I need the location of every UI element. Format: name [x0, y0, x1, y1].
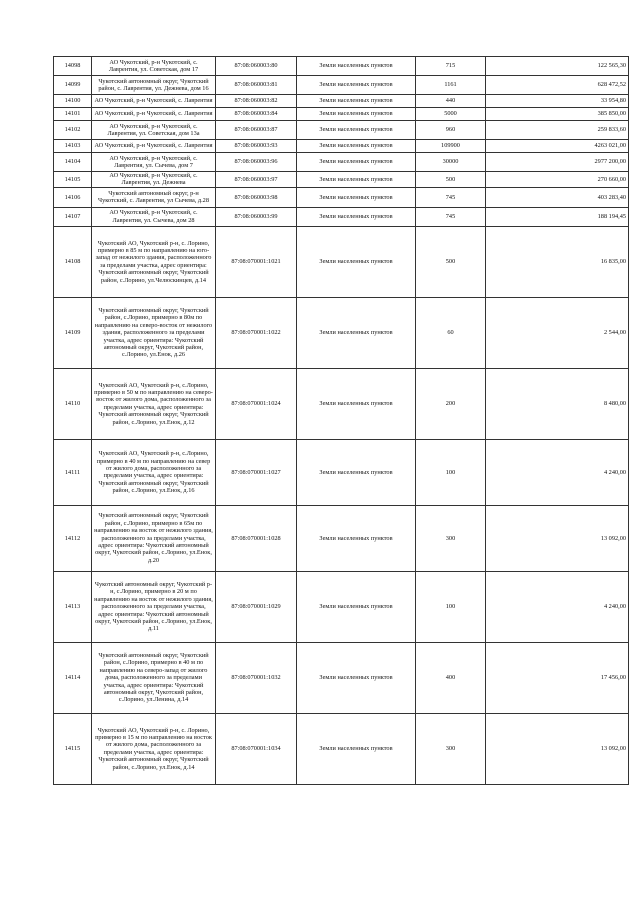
cadastral-number-cell: 87:08:060003:80 — [216, 57, 297, 76]
document-page — [53, 56, 626, 785]
cadastral-value-cell: 259 833,60 — [486, 121, 629, 140]
cadastral-value-cell: 2 544,00 — [486, 297, 629, 368]
area-cell: 745 — [416, 187, 486, 207]
cadastral-value-cell: 17 456,00 — [486, 642, 629, 713]
row-number-cell: 14113 — [54, 571, 92, 642]
cadastral-value-cell: 270 660,00 — [486, 172, 629, 188]
cadastral-value-cell: 4 240,00 — [486, 571, 629, 642]
area-cell: 745 — [416, 207, 486, 226]
table-row — [54, 95, 629, 108]
area-cell: 500 — [416, 226, 486, 297]
cadastral-value-cell: 33 954,80 — [486, 95, 629, 108]
cadastral-number-cell: 87:08:070001:1029 — [216, 571, 297, 642]
cadastral-number-cell: 87:08:060003:82 — [216, 95, 297, 108]
table-row — [54, 140, 629, 153]
table-row — [54, 713, 629, 784]
address-cell: АО Чукотский, р-н Чукотский, с. Лаврентия, ул. Советская, дом 17 — [92, 57, 216, 76]
address-cell: АО Чукотский, р-н Чукотский, с. Лаврентия — [92, 95, 216, 108]
cadastral-number-cell: 87:08:060003:81 — [216, 76, 297, 95]
row-number-cell: 14108 — [54, 226, 92, 297]
cadastral-number-cell: 87:08:070001:1032 — [216, 642, 297, 713]
land-category-cell: Земли населенных пунктов — [297, 571, 416, 642]
cadastral-number-cell: 87:08:070001:1024 — [216, 368, 297, 439]
cadastral-number-cell: 87:08:070001:1022 — [216, 297, 297, 368]
address-cell: АО Чукотский, р-н Чукотский, с. Лаврентия, ул. Советская, дом 13а — [92, 121, 216, 140]
row-number-cell: 14099 — [54, 76, 92, 95]
land-plot-register-table — [53, 56, 629, 785]
land-category-cell: Земли населенных пунктов — [297, 297, 416, 368]
address-cell: Чукотский АО, Чукотский р-н, с.Лорино, примерно в 50 м по направлению на северо-восток от жилого дома, расположенного за пределами участка, адрес ориентира: Чукотский автономный округ, Чукотский район, с.Лорино, ул.Енок, д.12 — [92, 368, 216, 439]
cadastral-number-cell: 87:08:070001:1021 — [216, 226, 297, 297]
land-category-cell: Земли населенных пунктов — [297, 95, 416, 108]
address-cell: Чукотский автономный округ, Чукотский район, с. Лаврентия, ул. Дежнева, дом 16 — [92, 76, 216, 95]
area-cell: 960 — [416, 121, 486, 140]
row-number-cell: 14111 — [54, 439, 92, 505]
row-number-cell: 14112 — [54, 505, 92, 571]
row-number-cell: 14109 — [54, 297, 92, 368]
row-number-cell: 14106 — [54, 187, 92, 207]
land-category-cell: Земли населенных пунктов — [297, 207, 416, 226]
table-row — [54, 153, 629, 172]
address-cell: АО Чукотский, р-н Чукотский, с. Лаврентия — [92, 140, 216, 153]
address-cell: Чукотский АО, Чукотский р-н, с.Лорино, примерно в 40 м по направлению на север от жилого дома, расположенного за пределами участка, адрес ориентира: Чукотский автономный округ, Чукотский район, с.Лорино, ул.Енок, д.16 — [92, 439, 216, 505]
area-cell: 300 — [416, 713, 486, 784]
area-cell: 30000 — [416, 153, 486, 172]
cadastral-number-cell: 87:08:060003:99 — [216, 207, 297, 226]
area-cell: 109900 — [416, 140, 486, 153]
cadastral-value-cell: 4 240,00 — [486, 439, 629, 505]
cadastral-number-cell: 87:08:070001:1028 — [216, 505, 297, 571]
table-row — [54, 187, 629, 207]
land-category-cell: Земли населенных пунктов — [297, 172, 416, 188]
cadastral-value-cell: 8 480,00 — [486, 368, 629, 439]
row-number-cell: 14098 — [54, 57, 92, 76]
land-category-cell: Земли населенных пунктов — [297, 642, 416, 713]
area-cell: 100 — [416, 571, 486, 642]
address-cell: АО Чукотский, р-н Чукотский, с. Лаврентия, ул. Дежнева — [92, 172, 216, 188]
table-row — [54, 108, 629, 121]
address-cell: Чукотский автономный округ, Чукотский район, с.Лорино, примерно в 65м по направлению на восток от нежилого здания, расположенного за пределами участка, адрес ориентира: Чукотский автономный округ, Чукотский район, с.Лорино, ул.Енок, д.20 — [92, 505, 216, 571]
land-category-cell: Земли населенных пунктов — [297, 187, 416, 207]
land-category-cell: Земли населенных пунктов — [297, 140, 416, 153]
land-category-cell: Земли населенных пунктов — [297, 226, 416, 297]
table-row — [54, 297, 629, 368]
table-row — [54, 57, 629, 76]
area-cell: 440 — [416, 95, 486, 108]
area-cell: 300 — [416, 505, 486, 571]
area-cell: 1161 — [416, 76, 486, 95]
cadastral-number-cell: 87:08:060003:87 — [216, 121, 297, 140]
cadastral-value-cell: 4263 021,00 — [486, 140, 629, 153]
land-category-cell: Земли населенных пунктов — [297, 76, 416, 95]
row-number-cell: 14107 — [54, 207, 92, 226]
area-cell: 60 — [416, 297, 486, 368]
address-cell: Чукотский автономный округ, р-н Чукотский, с. Лаврентия, ул Сычева, д.28 — [92, 187, 216, 207]
address-cell: АО Чукотский, р-н Чукотский, с. Лаврентия, ул. Сычева, дом 7 — [92, 153, 216, 172]
row-number-cell: 14114 — [54, 642, 92, 713]
cadastral-value-cell: 13 092,00 — [486, 713, 629, 784]
table-row — [54, 571, 629, 642]
area-cell: 715 — [416, 57, 486, 76]
table-row — [54, 76, 629, 95]
address-cell: АО Чукотский, р-н Чукотский, с. Лаврентия — [92, 108, 216, 121]
address-cell: Чукотский автономный округ, Чукотский район, с.Лорино, примерно в 40 м по направлению на северо-запад от жилого дома, расположенного за пределами участка, адрес ориентира: Чукотский автономный округ, Чукотский район, с.Лорино, ул.Ленина, д.14 — [92, 642, 216, 713]
cadastral-number-cell: 87:08:060003:96 — [216, 153, 297, 172]
area-cell: 200 — [416, 368, 486, 439]
table-row — [54, 368, 629, 439]
cadastral-value-cell: 122 565,30 — [486, 57, 629, 76]
address-cell: Чукотский АО, Чукотский р-н, с. Лорино, примерно в 85 м по направлению на юго-запад от нежилого здания, расположенного за пределами участка, адрес ориентира: Чукотский автономный округ, Чукотский район, с.Лорино, ул.Челюскинцев, д.14 — [92, 226, 216, 297]
row-number-cell: 14102 — [54, 121, 92, 140]
cadastral-number-cell: 87:08:060003:97 — [216, 172, 297, 188]
cadastral-number-cell: 87:08:060003:98 — [216, 187, 297, 207]
land-category-cell: Земли населенных пунктов — [297, 713, 416, 784]
land-category-cell: Земли населенных пунктов — [297, 153, 416, 172]
row-number-cell: 14103 — [54, 140, 92, 153]
cadastral-number-cell: 87:08:060003:84 — [216, 108, 297, 121]
area-cell: 400 — [416, 642, 486, 713]
table-row — [54, 172, 629, 188]
table-row — [54, 226, 629, 297]
cadastral-value-cell: 13 092,00 — [486, 505, 629, 571]
cadastral-number-cell: 87:08:070001:1027 — [216, 439, 297, 505]
address-cell: Чукотский автономный округ, Чукотский район, с.Лорино, примерно в 80м по направлению на северо-восток от нежилого здания, расположенного за пределами участка, адрес ориентира: Чукотский автономный округ, Чукотский район, с.Лорино, ул.Енок, д.26 — [92, 297, 216, 368]
cadastral-value-cell: 403 283,40 — [486, 187, 629, 207]
row-number-cell: 14100 — [54, 95, 92, 108]
row-number-cell: 14115 — [54, 713, 92, 784]
land-category-cell: Земли населенных пунктов — [297, 57, 416, 76]
area-cell: 500 — [416, 172, 486, 188]
area-cell: 5000 — [416, 108, 486, 121]
land-category-cell: Земли населенных пунктов — [297, 505, 416, 571]
register-table-body — [54, 57, 629, 785]
cadastral-value-cell: 385 850,00 — [486, 108, 629, 121]
table-row — [54, 121, 629, 140]
land-category-cell: Земли населенных пунктов — [297, 368, 416, 439]
area-cell: 100 — [416, 439, 486, 505]
table-row — [54, 505, 629, 571]
cadastral-number-cell: 87:08:070001:1034 — [216, 713, 297, 784]
address-cell: Чукотский АО, Чукотский р-н, с. Лорино, примерно в 15 м по направлению на восток от жилого дома, расположенного за пределами участка, адрес ориентира: Чукотский автономный округ, Чукотский район, с.Лорино, ул.Енок, д.14 — [92, 713, 216, 784]
row-number-cell: 14110 — [54, 368, 92, 439]
cadastral-value-cell: 16 835,00 — [486, 226, 629, 297]
table-row — [54, 207, 629, 226]
land-category-cell: Земли населенных пунктов — [297, 108, 416, 121]
cadastral-value-cell: 628 472,52 — [486, 76, 629, 95]
row-number-cell: 14105 — [54, 172, 92, 188]
table-row — [54, 439, 629, 505]
cadastral-value-cell: 188 194,45 — [486, 207, 629, 226]
cadastral-value-cell: 2977 200,00 — [486, 153, 629, 172]
cadastral-number-cell: 87:08:060003:93 — [216, 140, 297, 153]
land-category-cell: Земли населенных пунктов — [297, 121, 416, 140]
address-cell: АО Чукотский, р-н Чукотский, с. Лаврентия, ул. Сычева, дом 28 — [92, 207, 216, 226]
row-number-cell: 14101 — [54, 108, 92, 121]
table-row — [54, 642, 629, 713]
land-category-cell: Земли населенных пунктов — [297, 439, 416, 505]
address-cell: Чукотский автономный округ, Чукотский р-н, с.Лорино, примерно в 20 м по направлению на восток от нежилого здания, расположенного за пределами участка, адрес ориентира: Чукотский автономный округ, Чукотский район, с.Лорино, ул.Енок, д.11 — [92, 571, 216, 642]
row-number-cell: 14104 — [54, 153, 92, 172]
